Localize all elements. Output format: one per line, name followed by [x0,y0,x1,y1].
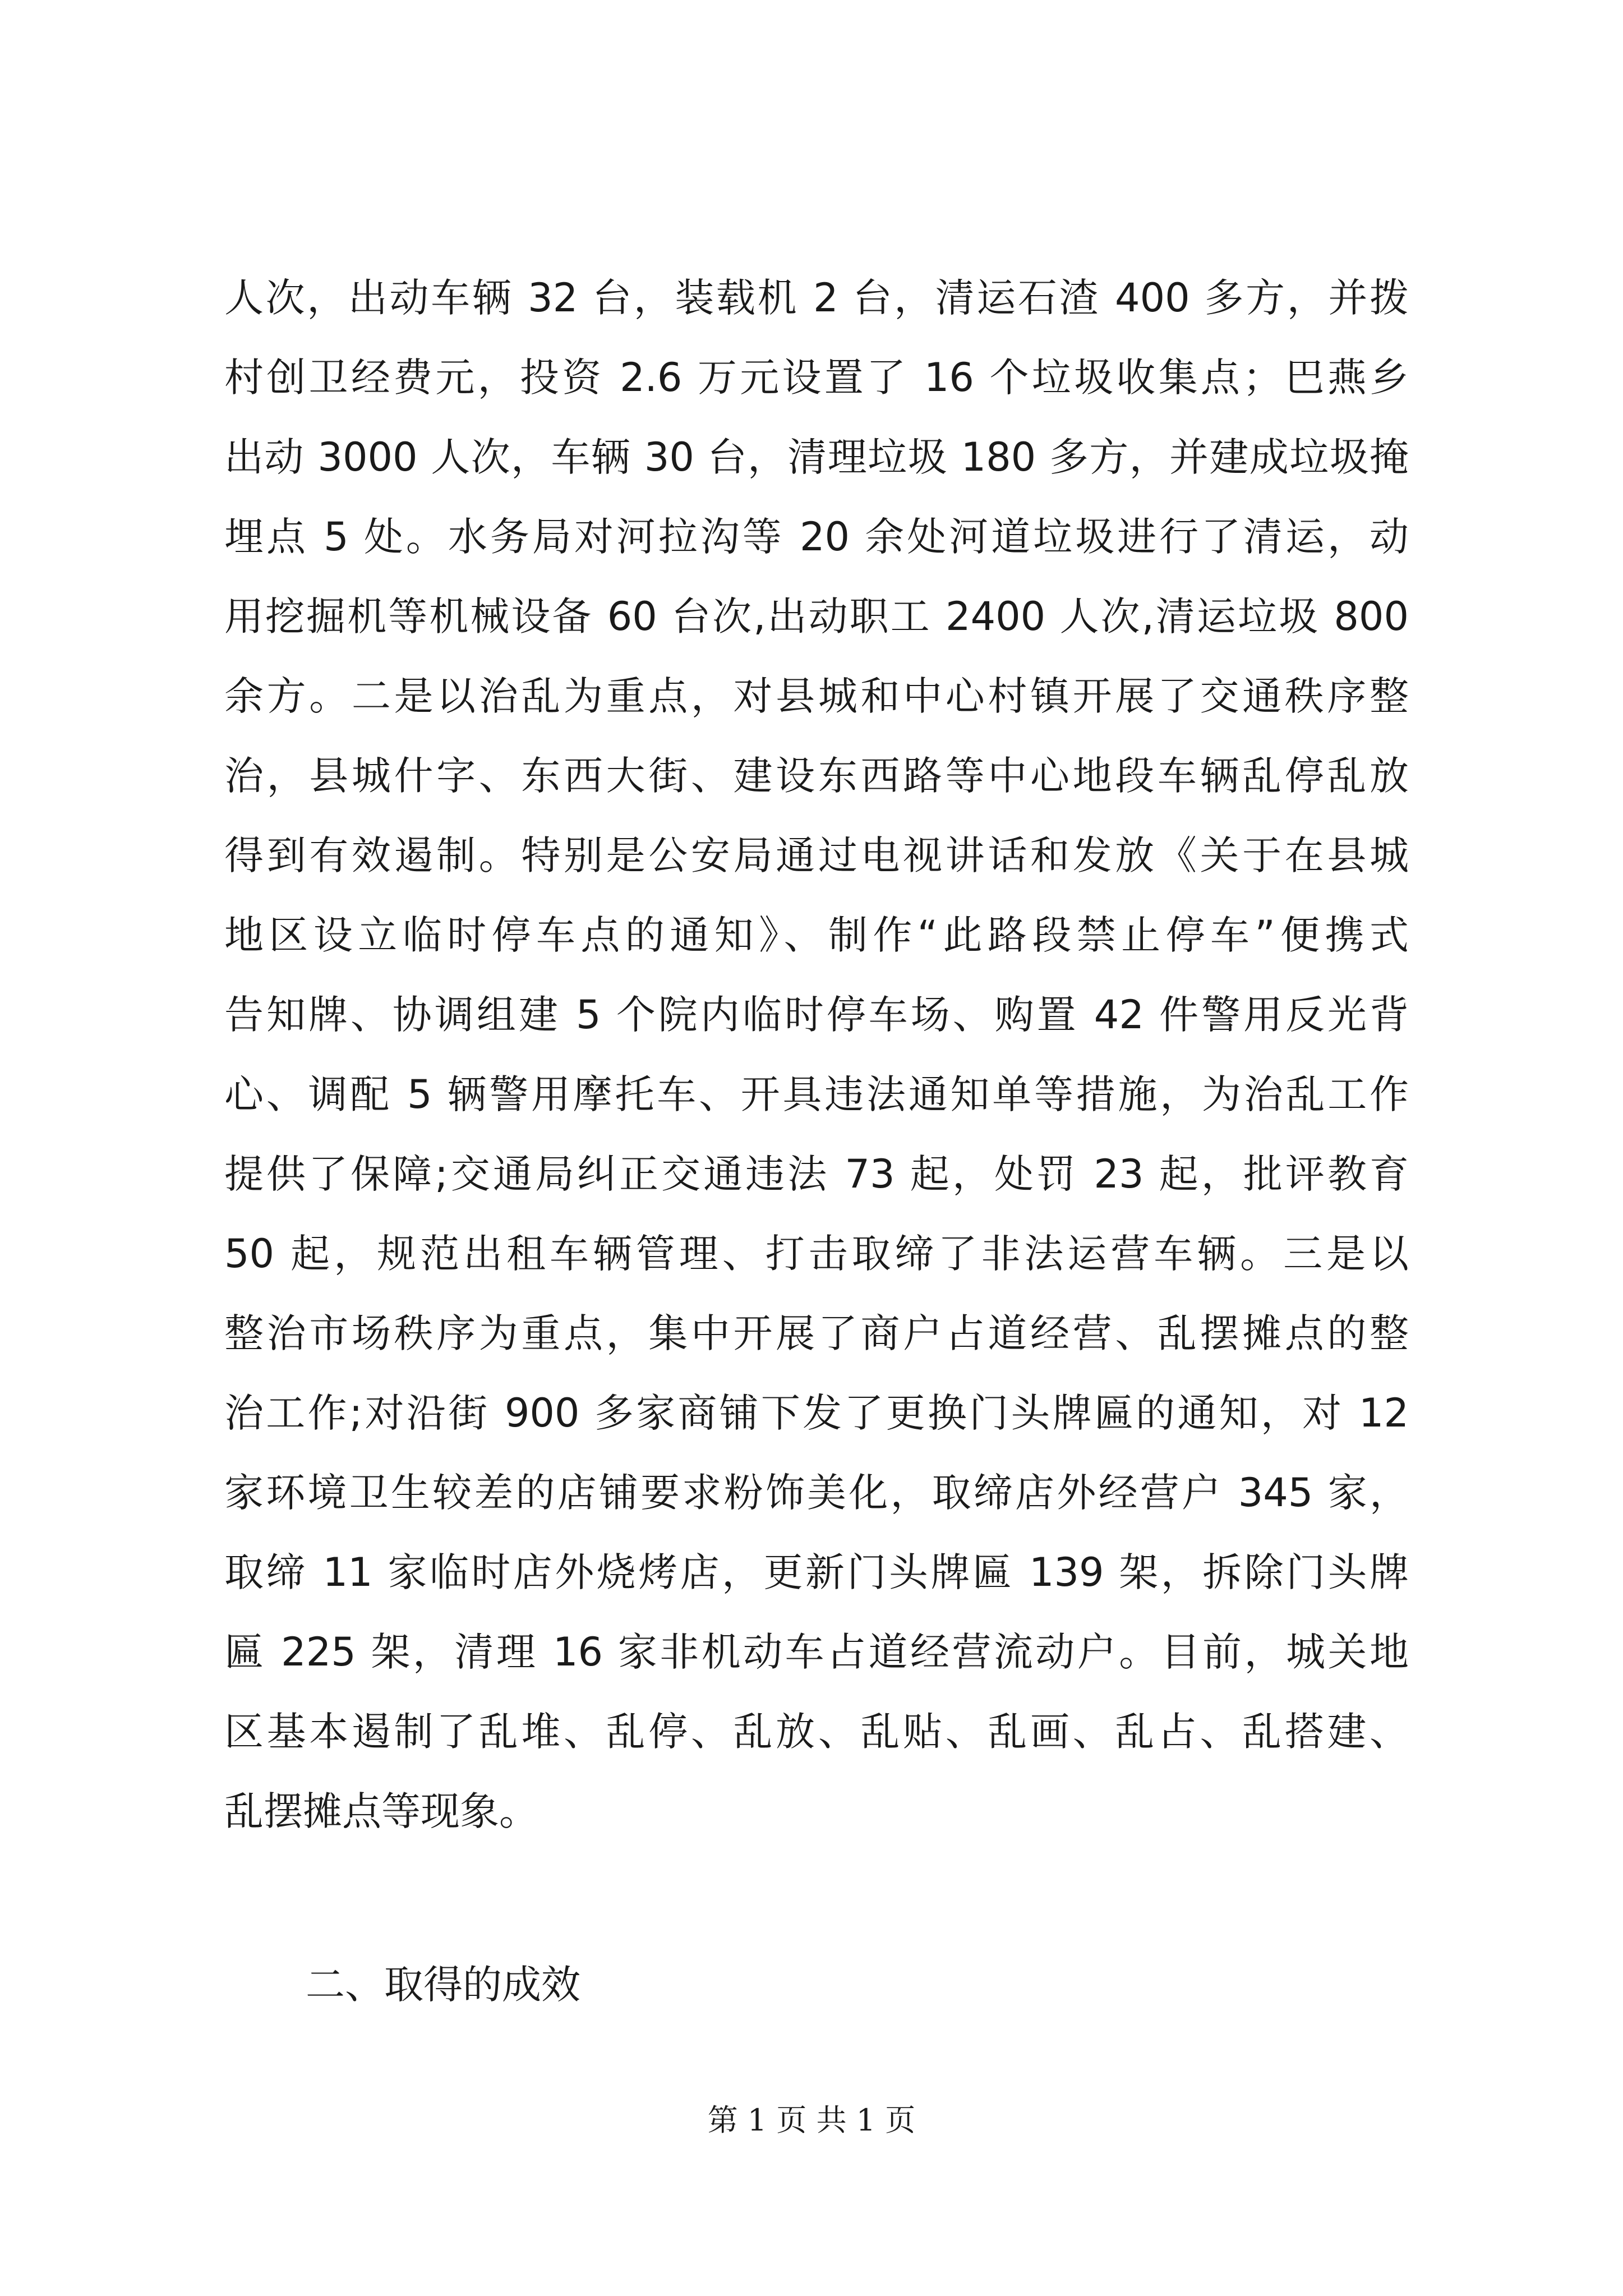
paragraph-line: 余方。二是以治乱为重点，对县城和中心村镇开展了交通秩序整 [224,673,1409,719]
page-footer: 第 1 页 共 1 页 [707,2102,916,2138]
paragraph-line: 取缔 11 家临时店外烧烤店，更新门头牌匾 139 架，拆除门头牌 [224,1549,1409,1595]
paragraph-line: 提供了保障;交通局纠正交通违法 73 起，处罚 23 起，批评教育 [224,1151,1409,1197]
paragraph-line: 人次，出动车辆 32 台，装载机 2 台，清运石渣 400 多方，并拨 [224,275,1409,321]
paragraph-line: 出动 3000 人次，车辆 30 台，清理垃圾 180 多方，并建成垃圾掩 [224,434,1409,480]
section-heading: 二、取得的成效 [306,1962,580,2008]
paragraph-line: 匾 225 架，清理 16 家非机动车占道经营流动户。目前，城关地 [224,1629,1409,1675]
paragraph-line: 整治市场秩序为重点，集中开展了商户占道经营、乱摆摊点的整 [224,1310,1409,1356]
paragraph-line: 治，县城什字、东西大街、建设东西路等中心地段车辆乱停乱放 [224,753,1409,799]
paragraph-line: 用挖掘机等机械设备 60 台次,出动职工 2400 人次,清运垃圾 800 [224,593,1409,639]
body-paragraph [224,258,1409,1851]
paragraph-line: 埋点 5 处。水务局对河拉沟等 20 余处河道垃圾进行了清运，动 [224,514,1409,560]
paragraph-line: 治工作;对沿街 900 多家商铺下发了更换门头牌匾的通知，对 12 [224,1390,1409,1436]
paragraph-line: 乱摆摊点等现象。 [224,1788,538,1834]
paragraph-line: 地区设立临时停车点的通知》、制作“此路段禁止停车”便携式 [224,912,1409,958]
paragraph-line: 50 起，规范出租车辆管理、打击取缔了非法运营车辆。三是以 [224,1231,1409,1277]
paragraph-line: 告知牌、协调组建 5 个院内临时停车场、购置 42 件警用反光背 [224,992,1409,1038]
paragraph-line: 心、调配 5 辆警用摩托车、开具违法通知单等措施，为治乱工作 [224,1071,1409,1117]
paragraph-line: 得到有效遏制。特别是公安局通过电视讲话和发放《关于在县城 [224,832,1409,878]
paragraph-line: 村创卫经费元，投资 2.6 万元设置了 16 个垃圾收集点；巴燕乡 [224,355,1409,401]
paragraph-line: 区基本遏制了乱堆、乱停、乱放、乱贴、乱画、乱占、乱搭建、 [224,1709,1409,1755]
paragraph-line: 家环境卫生较差的店铺要求粉饰美化，取缔店外经营户 345 家， [224,1470,1409,1516]
